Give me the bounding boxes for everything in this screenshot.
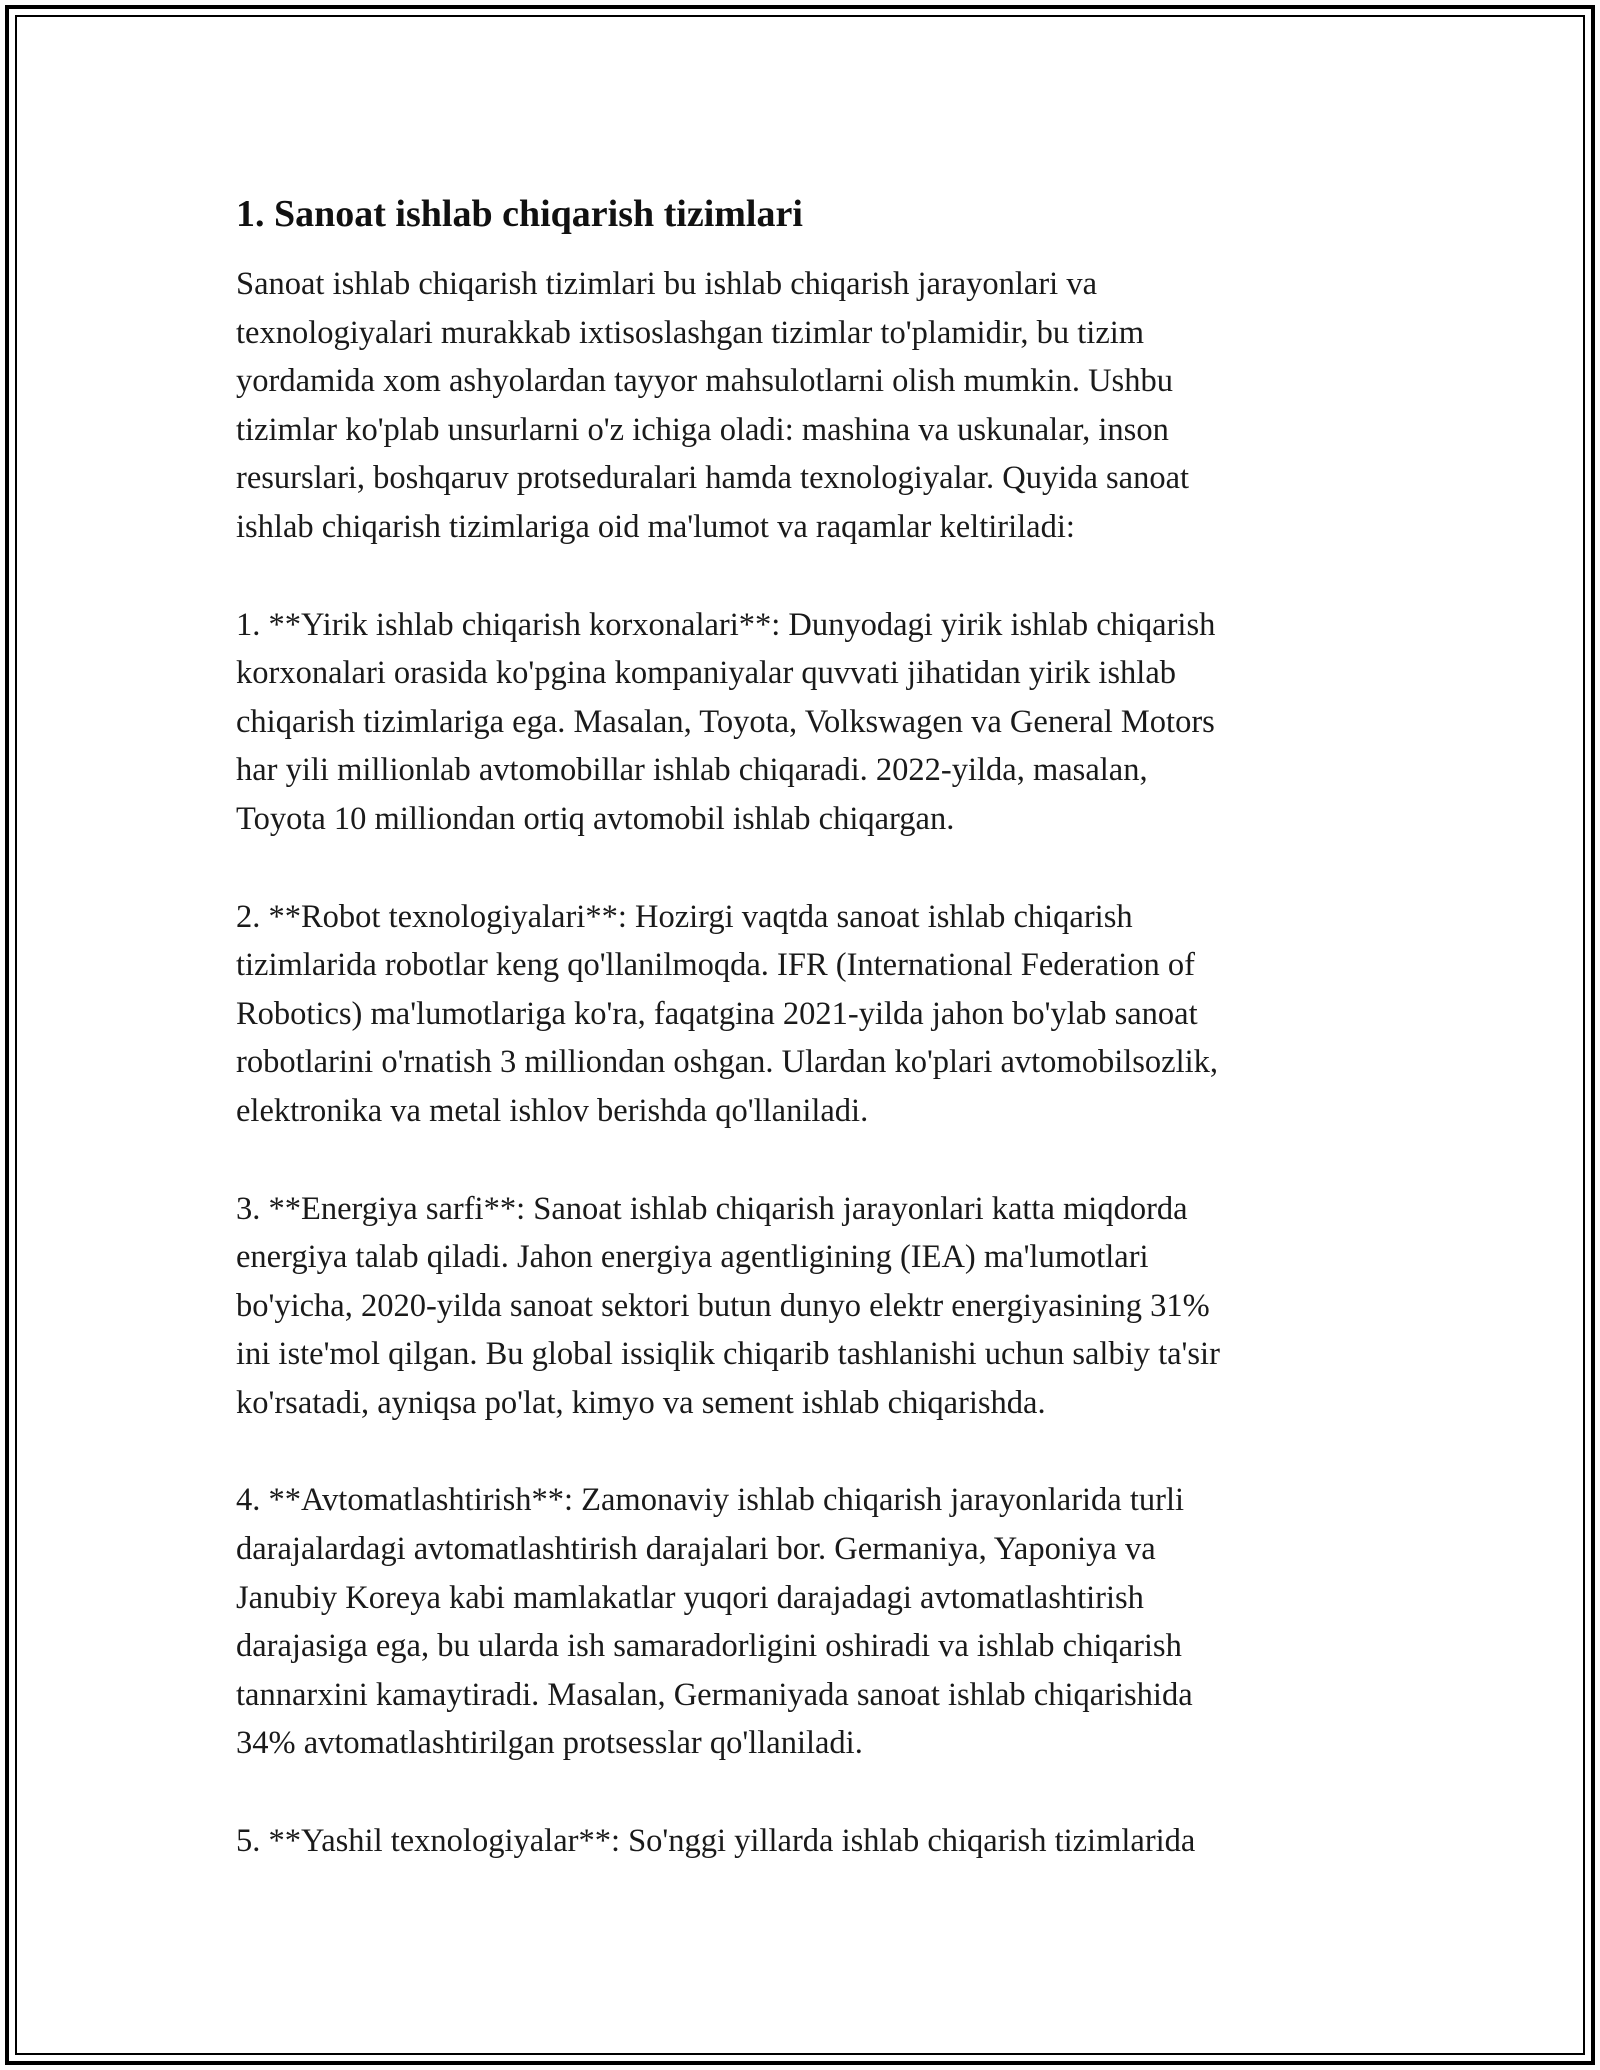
document-body (236, 186, 1366, 1915)
list-item-automation: 4. **Avtomatlashtirish**: Zamonaviy ishlab chiqarish jarayonlarida turli darajalardagi avtomatlashtirish darajalari bor. Germaniya, Yaponiya va Janubiy Koreya kabi mamlakatlar yuqori darajadagi avtomatlashtirish darajasiga ega, bu ularda ish samaradorligini oshiradi va ishlab chiqarish tannarxini kamaytiradi. Masalan, Germaniyada sanoat ishlab chiqarishida 34% avtomatlashtirilgan protsesslar qo'llaniladi. (236, 1482, 1193, 1762)
list-item-energy-consumption: 3. **Energiya sarfi**: Sanoat ishlab chiqarish jarayonlari katta miqdorda energiya talab qiladi. Jahon energiya agentligining (IEA) ma'lumotlari bo'yicha, 2020-yilda sanoat sektori butun dunyo elektr energiyasining 31% ini iste'mol qilgan. Bu global issiqlik chiqarib tashlanishi uchun salbiy ta'sir ko'rsatadi, ayniqsa po'lat, kimyo va sement ishlab chiqarishda. (236, 1190, 1220, 1421)
intro-paragraph: Sanoat ishlab chiqarish tizimlari bu ishlab chiqarish jarayonlari va texnologiyalari murakkab ixtisoslashgan tizimlar to'plamidir, bu tizim yordamida xom ashyolardan tayyor mahsulotlarni olish mumkin. Ushbu tizimlar ko'plab unsurlarni o'z ichiga oladi: mashina va uskunalar, inson resurslari, boshqaruv protseduralari hamda texnologiyalar. Quyida sanoat ishlab chiqarish tizimlariga oid ma'lumot va raqamlar keltiriladi: (236, 266, 1190, 545)
list-item-large-enterprises: 1. **Yirik ishlab chiqarish korxonalari**: Dunyodagi yirik ishlab chiqarish korxonalari orasida ko'pgina kompaniyalar quvvati jihatidan yirik ishlab chiqarish tizimlariga ega. Masalan, Toyota, Volkswagen va General Motors har yili millionlab avtomobillar ishlab chiqaradi. 2022-yilda, masalan, Toyota 10 milliondan ortiq avtomobil ishlab chiqargan. (236, 606, 1216, 837)
section-title: 1. Sanoat ishlab chiqarish tizimlari (236, 193, 803, 235)
list-item-robot-technologies: 2. **Robot texnologiyalari**: Hozirgi vaqtda sanoat ishlab chiqarish tizimlarida robotlar keng qo'llanilmoqda. IFR (International Federation of Robotics) ma'lumotlariga ko'ra, faqatgina 2021-yilda jahon bo'ylab sanoat robotlarini o'rnatish 3 milliondan oshgan. Ulardan ko'plari avtomobilsozlik, elektronika va metal ishlov berishda qo'llaniladi. (236, 898, 1219, 1129)
list-item-green-technologies: 5. **Yashil texnologiyalar**: So'nggi yillarda ishlab chiqarish tizimlarida (236, 1823, 1196, 1860)
